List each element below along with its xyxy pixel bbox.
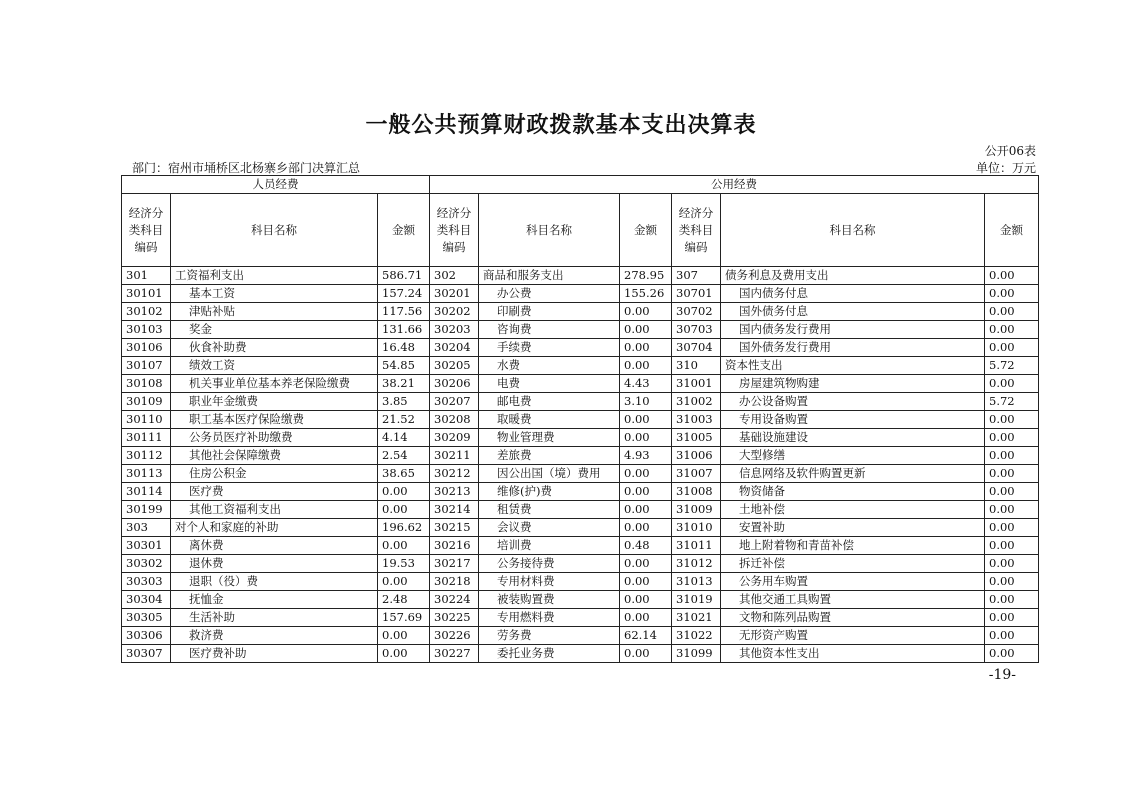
code-cell: 31022 [672, 627, 721, 645]
header-code: 经济分类科目编码 [430, 194, 479, 267]
amount-cell: 0.00 [620, 465, 672, 483]
name-cell: 手续费 [479, 339, 620, 357]
name-cell: 国内债务发行费用 [721, 321, 985, 339]
code-cell: 30106 [122, 339, 171, 357]
name-cell: 国外债务付息 [721, 303, 985, 321]
amount-cell: 0.00 [985, 411, 1039, 429]
name-cell: 因公出国（境）费用 [479, 465, 620, 483]
code-cell: 30213 [430, 483, 479, 501]
name-cell: 住房公积金 [171, 465, 378, 483]
code-cell: 31010 [672, 519, 721, 537]
amount-cell: 54.85 [378, 357, 430, 375]
name-cell: 机关事业单位基本养老保险缴费 [171, 375, 378, 393]
code-cell: 30209 [430, 429, 479, 447]
code-cell: 30201 [430, 285, 479, 303]
amount-cell: 3.10 [620, 393, 672, 411]
amount-cell: 0.00 [985, 267, 1039, 285]
name-cell: 物业管理费 [479, 429, 620, 447]
header-name: 科目名称 [479, 194, 620, 267]
code-cell: 30103 [122, 321, 171, 339]
name-cell: 国外债务发行费用 [721, 339, 985, 357]
table-row [122, 501, 1039, 519]
code-cell: 30110 [122, 411, 171, 429]
amount-cell: 62.14 [620, 627, 672, 645]
code-cell: 30205 [430, 357, 479, 375]
code-cell: 30307 [122, 645, 171, 663]
code-cell: 30212 [430, 465, 479, 483]
name-cell: 职业年金缴费 [171, 393, 378, 411]
amount-cell: 0.00 [985, 519, 1039, 537]
table-row [122, 339, 1039, 357]
amount-cell: 0.00 [985, 645, 1039, 663]
name-cell: 租赁费 [479, 501, 620, 519]
name-cell: 公务用车购置 [721, 573, 985, 591]
code-cell: 30227 [430, 645, 479, 663]
code-cell: 31002 [672, 393, 721, 411]
code-cell: 31003 [672, 411, 721, 429]
amount-cell: 0.48 [620, 537, 672, 555]
code-cell: 310 [672, 357, 721, 375]
amount-cell: 0.00 [378, 501, 430, 519]
name-cell: 伙食补助费 [171, 339, 378, 357]
table-row [122, 645, 1039, 663]
amount-cell: 0.00 [620, 429, 672, 447]
code-cell: 30702 [672, 303, 721, 321]
amount-cell: 0.00 [985, 285, 1039, 303]
name-cell: 房屋建筑物购建 [721, 375, 985, 393]
amount-cell: 0.00 [985, 483, 1039, 501]
amount-cell: 0.00 [985, 303, 1039, 321]
code-cell: 30226 [430, 627, 479, 645]
code-cell: 30215 [430, 519, 479, 537]
header-amount: 金额 [985, 194, 1039, 267]
name-cell: 被装购置费 [479, 591, 620, 609]
name-cell: 信息网络及软件购置更新 [721, 465, 985, 483]
name-cell: 其他工资福利支出 [171, 501, 378, 519]
amount-cell: 0.00 [620, 321, 672, 339]
code-cell: 30113 [122, 465, 171, 483]
code-cell: 307 [672, 267, 721, 285]
name-cell: 维修(护)费 [479, 483, 620, 501]
name-cell: 公务员医疗补助缴费 [171, 429, 378, 447]
header-name: 科目名称 [721, 194, 985, 267]
amount-cell: 38.21 [378, 375, 430, 393]
group-header-row [122, 176, 1039, 194]
amount-cell: 38.65 [378, 465, 430, 483]
code-cell: 31021 [672, 609, 721, 627]
name-cell: 商品和服务支出 [479, 267, 620, 285]
form-number: 公开06表 [984, 144, 1036, 158]
amount-cell: 0.00 [620, 411, 672, 429]
name-cell: 工资福利支出 [171, 267, 378, 285]
code-cell: 30216 [430, 537, 479, 555]
code-cell: 30218 [430, 573, 479, 591]
amount-cell: 0.00 [620, 609, 672, 627]
amount-cell: 0.00 [620, 303, 672, 321]
code-cell: 301 [122, 267, 171, 285]
name-cell: 水费 [479, 357, 620, 375]
amount-cell: 0.00 [985, 501, 1039, 519]
code-cell: 31009 [672, 501, 721, 519]
name-cell: 印刷费 [479, 303, 620, 321]
amount-cell: 0.00 [985, 321, 1039, 339]
code-cell: 30108 [122, 375, 171, 393]
table-row [122, 375, 1039, 393]
code-cell: 30199 [122, 501, 171, 519]
amount-cell: 4.43 [620, 375, 672, 393]
amount-cell: 2.48 [378, 591, 430, 609]
unit-label: 单位：万元 [975, 161, 1036, 175]
amount-cell: 0.00 [620, 501, 672, 519]
name-cell: 其他交通工具购置 [721, 591, 985, 609]
header-code: 经济分类科目编码 [122, 194, 171, 267]
name-cell: 电费 [479, 375, 620, 393]
name-cell: 公务接待费 [479, 555, 620, 573]
table-row [122, 285, 1039, 303]
code-cell: 30102 [122, 303, 171, 321]
name-cell: 办公费 [479, 285, 620, 303]
name-cell: 委托业务费 [479, 645, 620, 663]
name-cell: 退职（役）费 [171, 573, 378, 591]
name-cell: 债务利息及费用支出 [721, 267, 985, 285]
table-row [122, 447, 1039, 465]
group-public: 公用经费 [430, 176, 1039, 194]
name-cell: 对个人和家庭的补助 [171, 519, 378, 537]
amount-cell: 157.69 [378, 609, 430, 627]
name-cell: 专用材料费 [479, 573, 620, 591]
code-cell: 31007 [672, 465, 721, 483]
code-cell: 31013 [672, 573, 721, 591]
code-cell: 30703 [672, 321, 721, 339]
name-cell: 专用燃料费 [479, 609, 620, 627]
expenditure-table [121, 175, 1039, 663]
amount-cell: 5.72 [985, 357, 1039, 375]
amount-cell: 0.00 [620, 483, 672, 501]
name-cell: 取暖费 [479, 411, 620, 429]
amount-cell: 0.00 [620, 555, 672, 573]
code-cell: 30107 [122, 357, 171, 375]
name-cell: 绩效工资 [171, 357, 378, 375]
code-cell: 31001 [672, 375, 721, 393]
amount-cell: 0.00 [620, 573, 672, 591]
code-cell: 31008 [672, 483, 721, 501]
amount-cell: 0.00 [378, 645, 430, 663]
code-cell: 30701 [672, 285, 721, 303]
name-cell: 无形资产购置 [721, 627, 985, 645]
name-cell: 离休费 [171, 537, 378, 555]
table-row [122, 591, 1039, 609]
code-cell: 30101 [122, 285, 171, 303]
name-cell: 物资储备 [721, 483, 985, 501]
header-code: 经济分类科目编码 [672, 194, 721, 267]
code-cell: 30208 [430, 411, 479, 429]
table-row [122, 303, 1039, 321]
code-cell: 30305 [122, 609, 171, 627]
amount-cell: 0.00 [985, 339, 1039, 357]
amount-cell: 16.48 [378, 339, 430, 357]
code-cell: 30114 [122, 483, 171, 501]
header-amount: 金额 [378, 194, 430, 267]
code-cell: 31005 [672, 429, 721, 447]
amount-cell: 19.53 [378, 555, 430, 573]
name-cell: 津贴补贴 [171, 303, 378, 321]
amount-cell: 196.62 [378, 519, 430, 537]
table-row [122, 267, 1039, 285]
department-label: 部门：宿州市埇桥区北杨寨乡部门决算汇总 [132, 161, 361, 175]
header-amount: 金额 [620, 194, 672, 267]
amount-cell: 3.85 [378, 393, 430, 411]
page-number: -19- [988, 667, 1016, 683]
name-cell: 劳务费 [479, 627, 620, 645]
name-cell: 抚恤金 [171, 591, 378, 609]
amount-cell: 0.00 [378, 627, 430, 645]
name-cell: 基本工资 [171, 285, 378, 303]
code-cell: 31099 [672, 645, 721, 663]
table-row [122, 465, 1039, 483]
name-cell: 其他社会保障缴费 [171, 447, 378, 465]
name-cell: 专用设备购置 [721, 411, 985, 429]
code-cell: 30302 [122, 555, 171, 573]
code-cell: 30304 [122, 591, 171, 609]
group-personnel: 人员经费 [122, 176, 430, 194]
table-row [122, 519, 1039, 537]
code-cell: 30301 [122, 537, 171, 555]
amount-cell: 0.00 [620, 357, 672, 375]
code-cell: 30206 [430, 375, 479, 393]
code-cell: 30214 [430, 501, 479, 519]
amount-cell: 0.00 [620, 591, 672, 609]
column-header-row [122, 194, 1039, 267]
amount-cell: 0.00 [985, 465, 1039, 483]
table-row [122, 537, 1039, 555]
code-cell: 30224 [430, 591, 479, 609]
page-title: 一般公共预算财政拨款基本支出决算表 [365, 113, 757, 138]
name-cell: 国内债务付息 [721, 285, 985, 303]
amount-cell: 0.00 [378, 483, 430, 501]
table-row [122, 357, 1039, 375]
amount-cell: 131.66 [378, 321, 430, 339]
table-row [122, 393, 1039, 411]
code-cell: 31019 [672, 591, 721, 609]
name-cell: 医疗费补助 [171, 645, 378, 663]
amount-cell: 0.00 [620, 339, 672, 357]
amount-cell: 0.00 [985, 429, 1039, 447]
name-cell: 拆迁补偿 [721, 555, 985, 573]
amount-cell: 2.54 [378, 447, 430, 465]
code-cell: 31011 [672, 537, 721, 555]
code-cell: 30306 [122, 627, 171, 645]
table-row [122, 429, 1039, 447]
table-row [122, 321, 1039, 339]
table-row [122, 627, 1039, 645]
name-cell: 文物和陈列品购置 [721, 609, 985, 627]
amount-cell: 0.00 [985, 591, 1039, 609]
name-cell: 土地补偿 [721, 501, 985, 519]
amount-cell: 21.52 [378, 411, 430, 429]
name-cell: 邮电费 [479, 393, 620, 411]
code-cell: 31006 [672, 447, 721, 465]
amount-cell: 0.00 [985, 447, 1039, 465]
amount-cell: 5.72 [985, 393, 1039, 411]
code-cell: 30204 [430, 339, 479, 357]
code-cell: 30217 [430, 555, 479, 573]
code-cell: 30111 [122, 429, 171, 447]
amount-cell: 4.14 [378, 429, 430, 447]
code-cell: 303 [122, 519, 171, 537]
name-cell: 其他资本性支出 [721, 645, 985, 663]
amount-cell: 0.00 [985, 537, 1039, 555]
amount-cell: 0.00 [620, 519, 672, 537]
name-cell: 奖金 [171, 321, 378, 339]
table-row [122, 609, 1039, 627]
name-cell: 地上附着物和青苗补偿 [721, 537, 985, 555]
code-cell: 30207 [430, 393, 479, 411]
amount-cell: 278.95 [620, 267, 672, 285]
name-cell: 会议费 [479, 519, 620, 537]
name-cell: 资本性支出 [721, 357, 985, 375]
table-row [122, 573, 1039, 591]
header-name: 科目名称 [171, 194, 378, 267]
table-row [122, 483, 1039, 501]
amount-cell: 0.00 [985, 555, 1039, 573]
amount-cell: 0.00 [985, 375, 1039, 393]
name-cell: 生活补助 [171, 609, 378, 627]
amount-cell: 117.56 [378, 303, 430, 321]
amount-cell: 0.00 [985, 609, 1039, 627]
amount-cell: 4.93 [620, 447, 672, 465]
amount-cell: 157.24 [378, 285, 430, 303]
code-cell: 30203 [430, 321, 479, 339]
table-row [122, 411, 1039, 429]
code-cell: 30225 [430, 609, 479, 627]
amount-cell: 0.00 [378, 537, 430, 555]
code-cell: 30704 [672, 339, 721, 357]
name-cell: 基础设施建设 [721, 429, 985, 447]
name-cell: 大型修缮 [721, 447, 985, 465]
code-cell: 30211 [430, 447, 479, 465]
amount-cell: 0.00 [985, 627, 1039, 645]
code-cell: 302 [430, 267, 479, 285]
amount-cell: 155.26 [620, 285, 672, 303]
code-cell: 31012 [672, 555, 721, 573]
code-cell: 30202 [430, 303, 479, 321]
name-cell: 医疗费 [171, 483, 378, 501]
name-cell: 咨询费 [479, 321, 620, 339]
code-cell: 30303 [122, 573, 171, 591]
name-cell: 办公设备购置 [721, 393, 985, 411]
amount-cell: 0.00 [985, 573, 1039, 591]
name-cell: 安置补助 [721, 519, 985, 537]
name-cell: 培训费 [479, 537, 620, 555]
name-cell: 差旅费 [479, 447, 620, 465]
name-cell: 救济费 [171, 627, 378, 645]
amount-cell: 0.00 [378, 573, 430, 591]
code-cell: 30112 [122, 447, 171, 465]
name-cell: 职工基本医疗保险缴费 [171, 411, 378, 429]
table-row [122, 555, 1039, 573]
name-cell: 退休费 [171, 555, 378, 573]
amount-cell: 0.00 [620, 645, 672, 663]
amount-cell: 586.71 [378, 267, 430, 285]
code-cell: 30109 [122, 393, 171, 411]
